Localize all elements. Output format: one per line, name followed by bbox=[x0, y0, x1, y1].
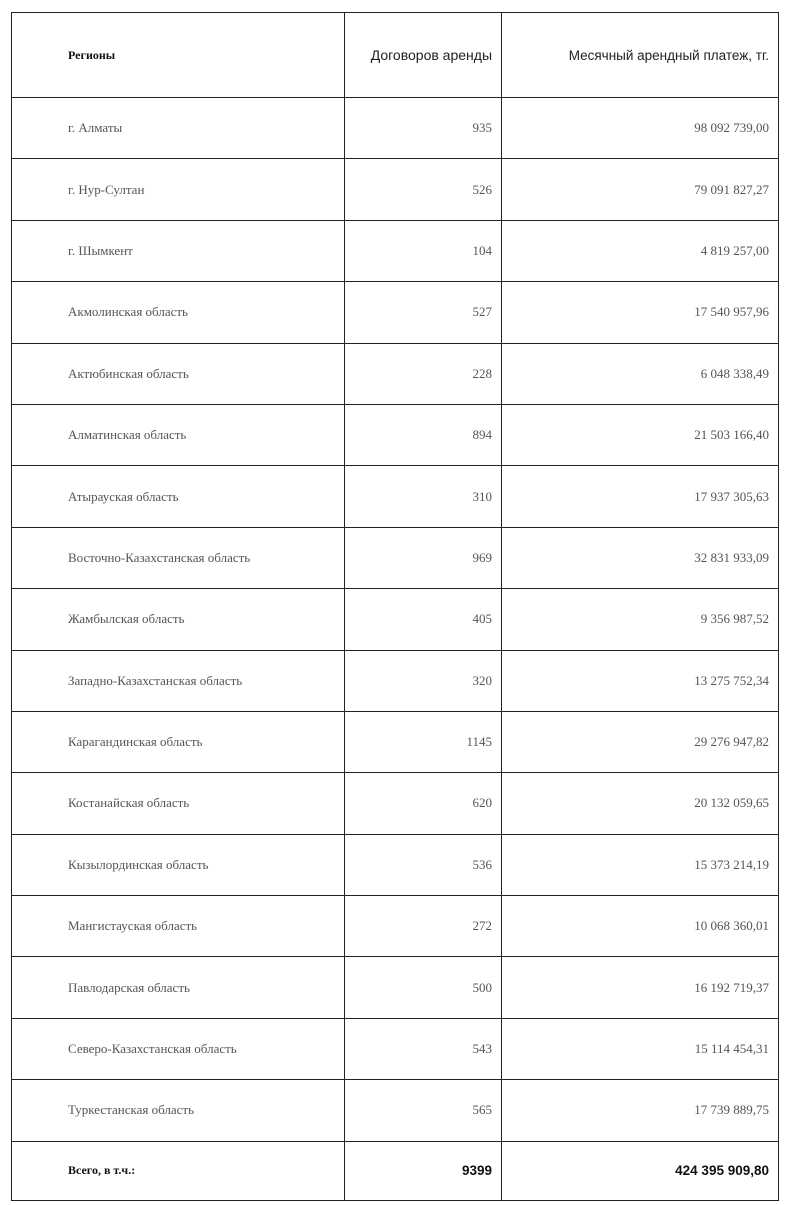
contracts-cell: 1145 bbox=[345, 711, 502, 772]
region-cell: Восточно-Казахстанская область bbox=[12, 527, 345, 588]
table-row bbox=[12, 282, 779, 343]
payment-cell: 6 048 338,49 bbox=[502, 343, 779, 404]
table-row bbox=[12, 589, 779, 650]
contracts-cell: 104 bbox=[345, 220, 502, 281]
contracts-cell: 228 bbox=[345, 343, 502, 404]
contracts-cell: 543 bbox=[345, 1018, 502, 1079]
region-cell: Карагандинская область bbox=[12, 711, 345, 772]
total-contracts: 9399 bbox=[345, 1141, 502, 1200]
payment-cell: 15 114 454,31 bbox=[502, 1018, 779, 1079]
region-cell: г. Алматы bbox=[12, 98, 345, 159]
contracts-cell: 527 bbox=[345, 282, 502, 343]
table-row bbox=[12, 650, 779, 711]
contracts-cell: 536 bbox=[345, 834, 502, 895]
table-row bbox=[12, 527, 779, 588]
table-row bbox=[12, 834, 779, 895]
contracts-cell: 969 bbox=[345, 527, 502, 588]
payment-cell: 20 132 059,65 bbox=[502, 773, 779, 834]
region-cell: г. Шымкент bbox=[12, 220, 345, 281]
table-row bbox=[12, 343, 779, 404]
header-region: Регионы bbox=[12, 13, 345, 98]
payment-cell: 16 192 719,37 bbox=[502, 957, 779, 1018]
region-cell: г. Нур-Султан bbox=[12, 159, 345, 220]
table-row bbox=[12, 159, 779, 220]
region-cell: Туркестанская область bbox=[12, 1080, 345, 1141]
table-body bbox=[12, 98, 779, 1201]
region-cell: Кызылординская область bbox=[12, 834, 345, 895]
region-cell: Западно-Казахстанская область bbox=[12, 650, 345, 711]
contracts-cell: 272 bbox=[345, 896, 502, 957]
table-row bbox=[12, 773, 779, 834]
table-row bbox=[12, 220, 779, 281]
contracts-cell: 310 bbox=[345, 466, 502, 527]
total-payment: 424 395 909,80 bbox=[502, 1141, 779, 1200]
region-cell: Северо-Казахстанская область bbox=[12, 1018, 345, 1079]
payment-cell: 10 068 360,01 bbox=[502, 896, 779, 957]
payment-cell: 15 373 214,19 bbox=[502, 834, 779, 895]
region-cell: Алматинская область bbox=[12, 404, 345, 465]
payment-cell: 79 091 827,27 bbox=[502, 159, 779, 220]
contracts-cell: 565 bbox=[345, 1080, 502, 1141]
region-cell: Мангистауская область bbox=[12, 896, 345, 957]
header-contracts: Договоров аренды bbox=[345, 13, 502, 98]
region-cell: Павлодарская область bbox=[12, 957, 345, 1018]
region-cell: Жамбылская область bbox=[12, 589, 345, 650]
table-row bbox=[12, 1018, 779, 1079]
region-cell: Актюбинская область bbox=[12, 343, 345, 404]
contracts-cell: 935 bbox=[345, 98, 502, 159]
table-row bbox=[12, 957, 779, 1018]
payment-cell: 9 356 987,52 bbox=[502, 589, 779, 650]
table-row bbox=[12, 711, 779, 772]
payment-cell: 13 275 752,34 bbox=[502, 650, 779, 711]
contracts-cell: 500 bbox=[345, 957, 502, 1018]
contracts-cell: 320 bbox=[345, 650, 502, 711]
payment-cell: 4 819 257,00 bbox=[502, 220, 779, 281]
region-cell: Акмолинская область bbox=[12, 282, 345, 343]
total-label: Всего, в т.ч.: bbox=[12, 1141, 345, 1200]
payment-cell: 98 092 739,00 bbox=[502, 98, 779, 159]
contracts-cell: 894 bbox=[345, 404, 502, 465]
table-row bbox=[12, 1080, 779, 1141]
payment-cell: 21 503 166,40 bbox=[502, 404, 779, 465]
header-monthly-payment: Месячный арендный платеж, тг. bbox=[502, 13, 779, 98]
contracts-cell: 620 bbox=[345, 773, 502, 834]
table-header-row bbox=[12, 13, 779, 98]
payment-cell: 29 276 947,82 bbox=[502, 711, 779, 772]
region-cell: Атырауская область bbox=[12, 466, 345, 527]
region-cell: Костанайская область bbox=[12, 773, 345, 834]
payment-cell: 17 540 957,96 bbox=[502, 282, 779, 343]
contracts-cell: 526 bbox=[345, 159, 502, 220]
payment-cell: 32 831 933,09 bbox=[502, 527, 779, 588]
table-row bbox=[12, 98, 779, 159]
payment-cell: 17 739 889,75 bbox=[502, 1080, 779, 1141]
table-row bbox=[12, 896, 779, 957]
table-row bbox=[12, 404, 779, 465]
payment-cell: 17 937 305,63 bbox=[502, 466, 779, 527]
table-row bbox=[12, 466, 779, 527]
total-row bbox=[12, 1141, 779, 1200]
contracts-cell: 405 bbox=[345, 589, 502, 650]
lease-payments-table bbox=[11, 12, 779, 1201]
